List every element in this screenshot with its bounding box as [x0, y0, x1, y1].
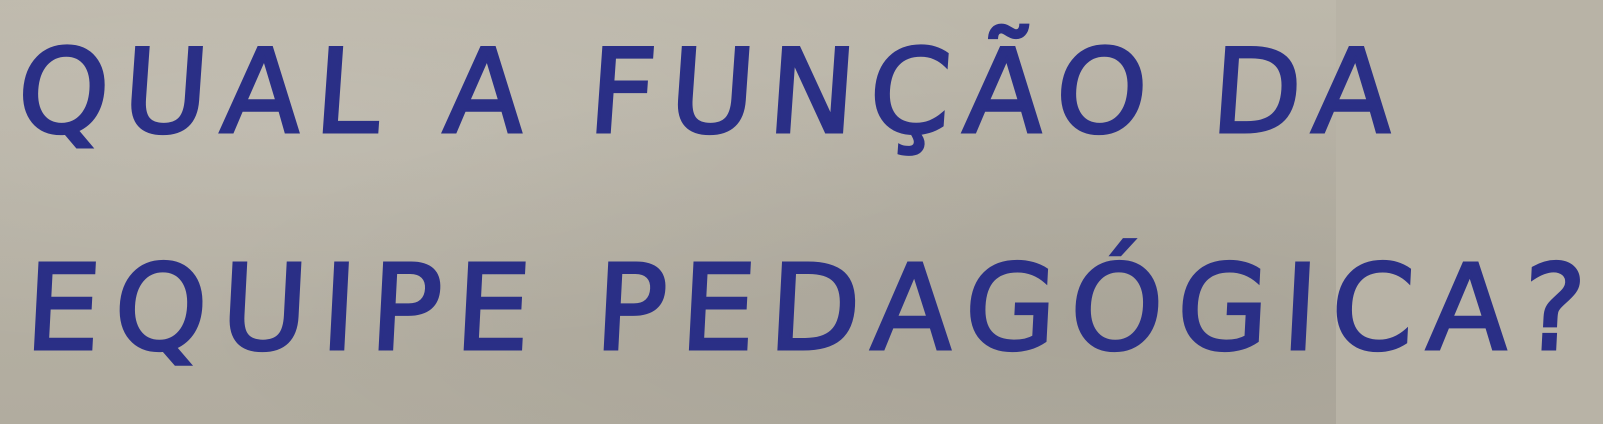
handwritten-line-1: QUAL A FUNÇÃO DA — [13, 25, 1412, 160]
handwritten-line-2: EQUIPE PEDAGÓGICA? — [22, 239, 1603, 377]
